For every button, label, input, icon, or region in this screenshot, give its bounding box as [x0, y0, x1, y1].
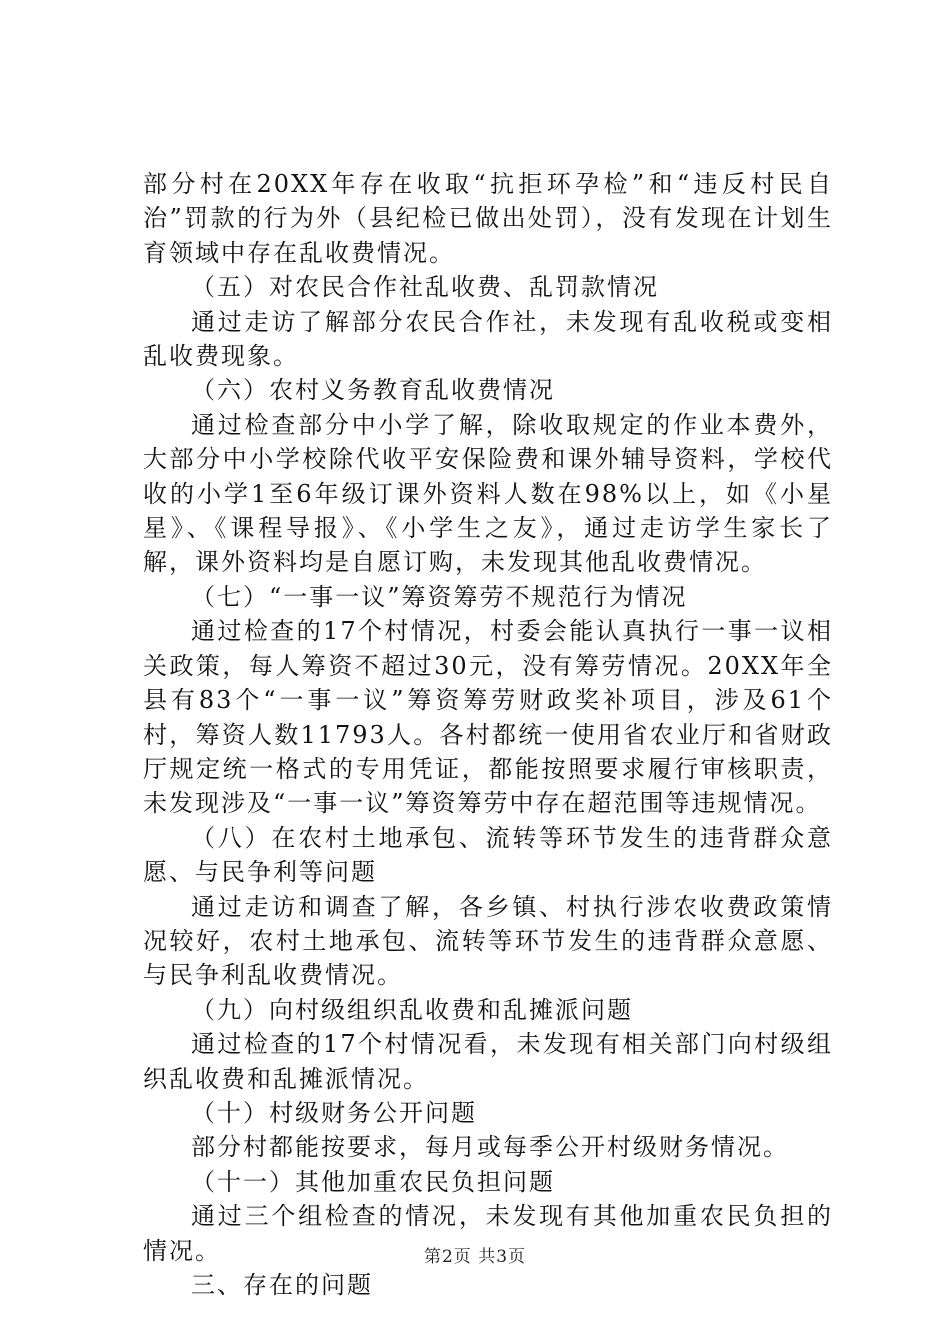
section-heading-6: （六）农村义务教育乱收费情况 — [191, 376, 555, 405]
section-heading-8: （八）在农村土地承包、流转等环节发生的违背群众意愿、与民争利等问题 — [143, 823, 833, 887]
document-body — [143, 167, 833, 1302]
paragraph-2: 通过走访了解部分农民合作社，未发现有乱收税或变相乱收费现象。 — [143, 307, 833, 371]
paragraph-1: 部分村在20XX年存在收取“抗拒环孕检”和“违反村民自治”罚款的行为外（县纪检已做出处罚），没有发现在计划生育领域中存在乱收费情况。 — [143, 170, 833, 267]
section-heading-9: （九）向村级组织乱收费和乱摊派问题 — [191, 995, 633, 1024]
paragraph-7: 部分村都能按要求，每月或每季公开村级财务情况。 — [191, 1133, 789, 1162]
paragraph-8: 通过三个组检查的情况，未发现有其他加重农民负担的情况。 — [143, 1202, 833, 1265]
section-heading-3: 三、存在的问题 — [191, 1271, 373, 1299]
paragraph-5: 通过走访和调查了解，各乡镇、村执行涉农收费政策情况较好，农村土地承包、流转等环节发生的违背群众意愿、与民争利乱收费情况。 — [143, 892, 833, 990]
page-number-footer: 第2页 共3页 — [423, 1247, 527, 1267]
paragraph-6: 通过检查的17个村情况看，未发现有相关部门向村级组织乱收费和乱摊派情况。 — [143, 1030, 833, 1093]
paragraph-4: 通过检查的17个村情况，村委会能认真执行一事一议相关政策，每人筹资不超过30元，没有筹劳情况。20XX年全县有83个“一事一议”筹资筹劳财政奖补项目，涉及61个村，筹资人数11793人。各村都统一使用省农业厅和省财政厅规定统一格式的专用凭证，都能按照要求履行审核职责，未发现涉及“一事一议”筹资筹劳中存在超范围等违规情况。 — [143, 617, 833, 818]
paragraph-3: 通过检查部分中小学了解，除收取规定的作业本费外，大部分中小学校除代收平安保险费和课外辅导资料，学校代收的小学1至6年级订课外资料人数在98%以上，如《小星星》、《课程导报》、《小学生之友》，通过走访学生家长了解，课外资料均是自愿订购，未发现其他乱收费情况。 — [143, 410, 833, 577]
section-heading-10: （十）村级财务公开问题 — [191, 1098, 477, 1127]
section-heading-7: （七）“一事一议”筹资筹劳不规范行为情况 — [191, 582, 688, 611]
section-heading-5: （五）对农民合作社乱收费、乱罚款情况 — [191, 273, 659, 302]
section-heading-11: （十一）其他加重农民负担问题 — [191, 1167, 555, 1196]
